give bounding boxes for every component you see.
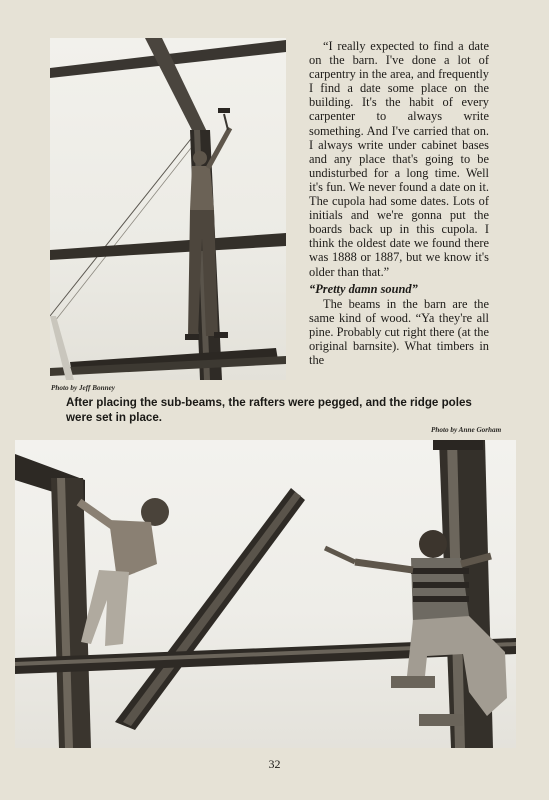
text-column [309, 39, 489, 367]
photo-barn-raising-crew [15, 440, 516, 748]
photo-illustration-bottom [15, 440, 516, 748]
body-paragraph-1: “I really expected to find a date on the barn. I've done a lot of carpentry in the area, and frequently I find a date some place on the building. It's the habit of every carpenter to always write something. And I've carried that on. I always write under cabinet bases and any place that's going to be undisturbed for a long time. Well it's fun. We never found a date on it. The cupola had some dates. Lots of initials and we're gonna put the boards back up in this cupola. I think the oldest date we found there was 1888 or 1887, but we know it's older than that.” [309, 39, 489, 279]
photo-credit-bottom: Photo by Anne Gorham [431, 426, 502, 434]
page-number: 32 [268, 757, 281, 771]
photo-caption: After placing the sub-beams, the rafters were pegged, and the ridge poles were set in place. [66, 396, 472, 424]
photo-carpenter-hammering [50, 38, 286, 380]
section-subhead: “Pretty damn sound” [309, 281, 418, 296]
photo-illustration [50, 38, 286, 380]
body-paragraph-2: The beams in the barn are the same kind of wood. “Ya they're all pine. Probably cut right there (at the original barnsite). What timbers in the [309, 296, 489, 368]
photo-credit-top: Photo by Jeff Bonney [51, 384, 115, 392]
